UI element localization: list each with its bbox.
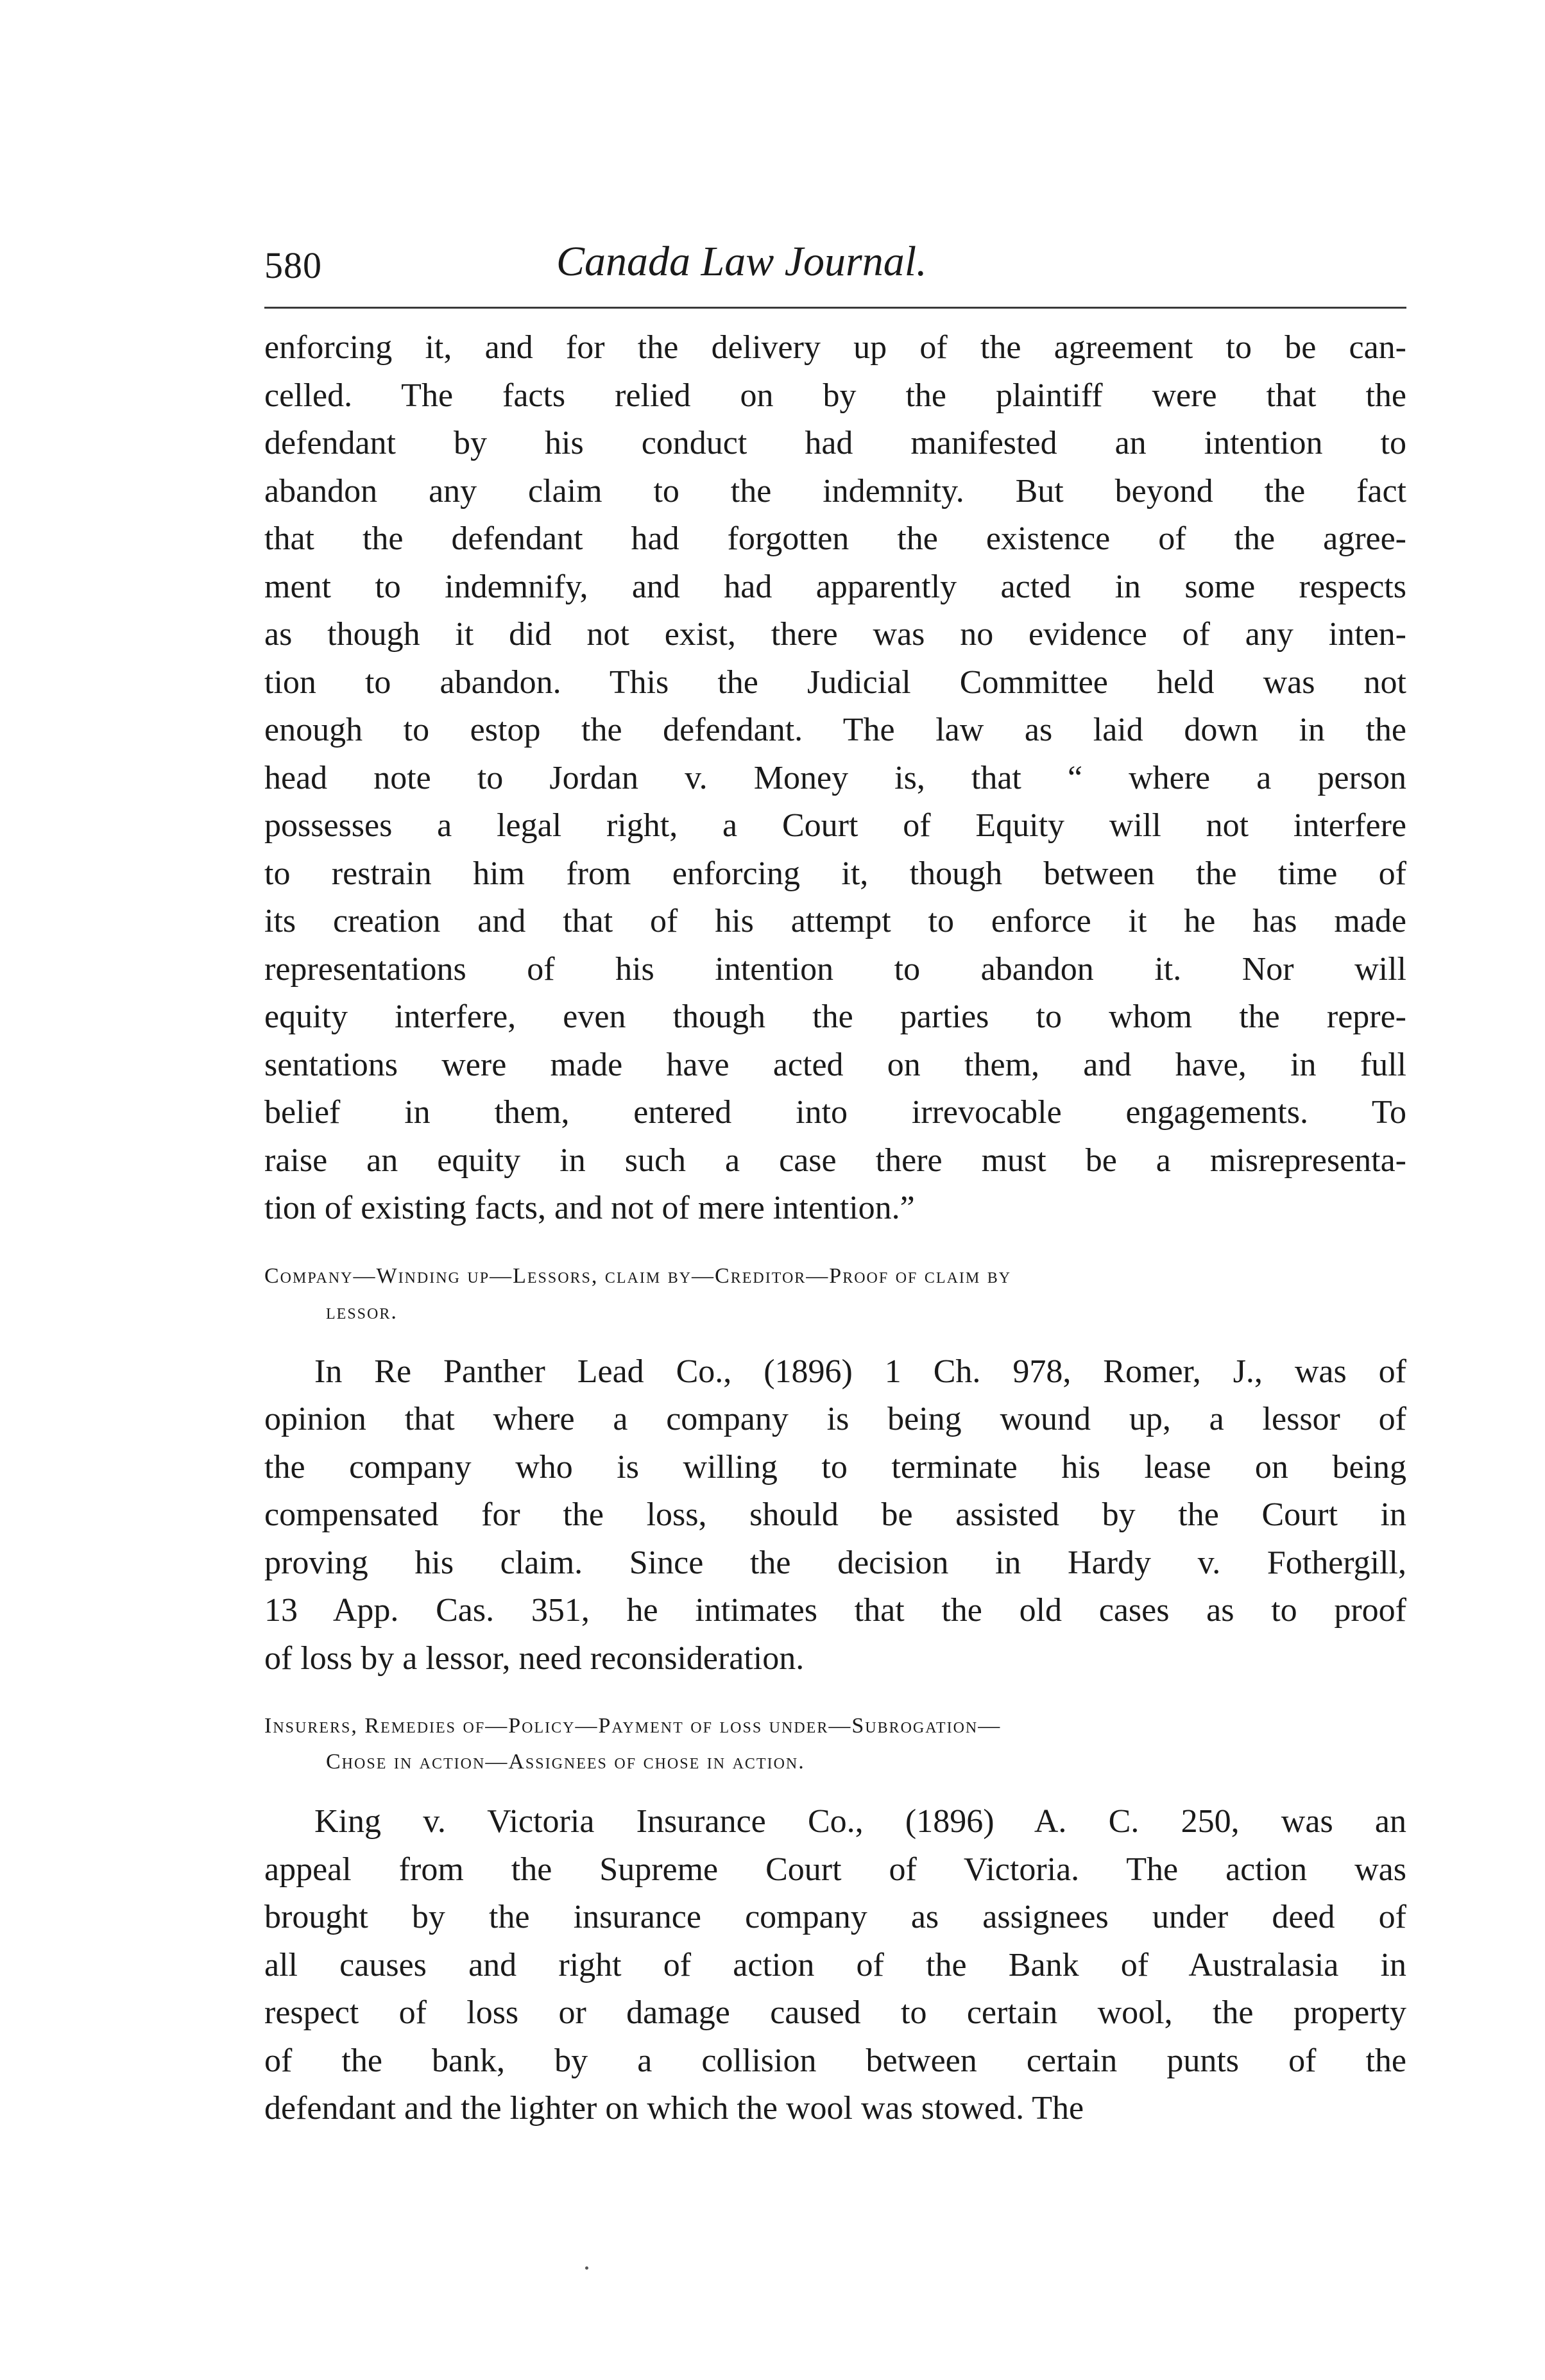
- text-line: 13 App. Cas. 351, he intimates that the old cases as to proof: [264, 1592, 1406, 1629]
- journal-title: Canada Law Journal.: [556, 238, 927, 285]
- text-line: as though it did not exist, there was no evidence of any inten-: [264, 616, 1406, 653]
- page-body: [264, 324, 1406, 2133]
- text-line: celled. The facts relied on by the plaintiff were that the: [264, 377, 1406, 414]
- text-line: King v. Victoria Insurance Co., (1896) A. C. 250, was an: [314, 1803, 1406, 1840]
- text-line: defendant by his conduct had manifested an intention to: [264, 425, 1406, 461]
- header-rule: [264, 307, 1406, 309]
- text-line: head note to Jordan v. Money is, that “ where a person: [264, 759, 1406, 796]
- text-line: tion of existing facts, and not of mere intention.”: [264, 1190, 915, 1226]
- text-line: abandon any claim to the indemnity. But beyond the fact: [264, 472, 1406, 509]
- page-number: 580: [264, 244, 322, 286]
- text-line: ment to indemnify, and had apparently acted in some respects: [264, 568, 1406, 605]
- section-heading-line: Company—Winding up—Lessors, claim by—Creditor—Proof of claim by: [264, 1263, 1012, 1288]
- text-line: proving his claim. Since the decision in Hardy v. Fothergill,: [264, 1544, 1406, 1581]
- text-line: appeal from the Supreme Court of Victoria. The action was: [264, 1851, 1406, 1888]
- section-heading-line: lessor.: [326, 1299, 398, 1324]
- text-line: compensated for the loss, should be assisted by the Court in: [264, 1496, 1406, 1533]
- text-line: representations of his intention to abandon it. Nor will: [264, 950, 1406, 988]
- text-line: opinion that where a company is being wound up, a lessor of: [264, 1401, 1406, 1437]
- paragraph-king-v-victoria: [264, 1798, 1406, 2133]
- paragraph-panther-lead: [264, 1348, 1406, 1683]
- text-line: of loss by a lessor, need reconsideration.: [264, 1639, 805, 1677]
- text-line: all causes and right of action of the Bank of Australasia in: [264, 1946, 1406, 1983]
- text-line: enough to estop the defendant. The law as laid down in the: [264, 712, 1406, 748]
- text-line: its creation and that of his attempt to enforce it he has made: [264, 903, 1406, 939]
- text-line: tion to abandon. This the Judicial Committee held was not: [264, 663, 1406, 701]
- text-line: the company who is willing to terminate his lease on being: [264, 1448, 1406, 1485]
- section-heading-insurers: [264, 1708, 1406, 1780]
- text-line: raise an equity in such a case there must be a misrepresenta-: [264, 1142, 1406, 1179]
- text-line: sentations were made have acted on them, and have, in full: [264, 1046, 1406, 1083]
- text-line: of the bank, by a collision between certain punts of the: [264, 2042, 1406, 2079]
- text-line: brought by the insurance company as assignees under deed of: [264, 1899, 1406, 1935]
- section-heading-line: Chose in action—Assignees of chose in action.: [326, 1750, 805, 1774]
- text-line: that the defendant had forgotten the existence of the agree-: [264, 520, 1406, 557]
- section-heading-line: Insurers, Remedies of—Policy—Payment of loss under—Subrogation—: [264, 1714, 1002, 1738]
- scan-speck: [585, 2266, 588, 2270]
- text-line: equity interfere, even though the parties to whom the repre-: [264, 998, 1406, 1035]
- text-line: respect of loss or damage caused to certain wool, the property: [264, 1994, 1406, 2031]
- section-heading-company: [264, 1258, 1406, 1330]
- text-line: defendant and the lighter on which the wool was stowed. The: [264, 2090, 1084, 2127]
- text-line: enforcing it, and for the delivery up of the agreement to be can-: [264, 329, 1406, 366]
- text-line: belief in them, entered into irrevocable engagements. To: [264, 1094, 1406, 1131]
- text-line: In Re Panther Lead Co., (1896) 1 Ch. 978, Romer, J., was of: [314, 1353, 1406, 1390]
- running-head: [264, 231, 1419, 302]
- text-line: to restrain him from enforcing it, though between the time of: [264, 855, 1406, 892]
- paragraph-continued: [264, 324, 1406, 1233]
- text-line: possesses a legal right, a Court of Equity will not interfere: [264, 807, 1406, 844]
